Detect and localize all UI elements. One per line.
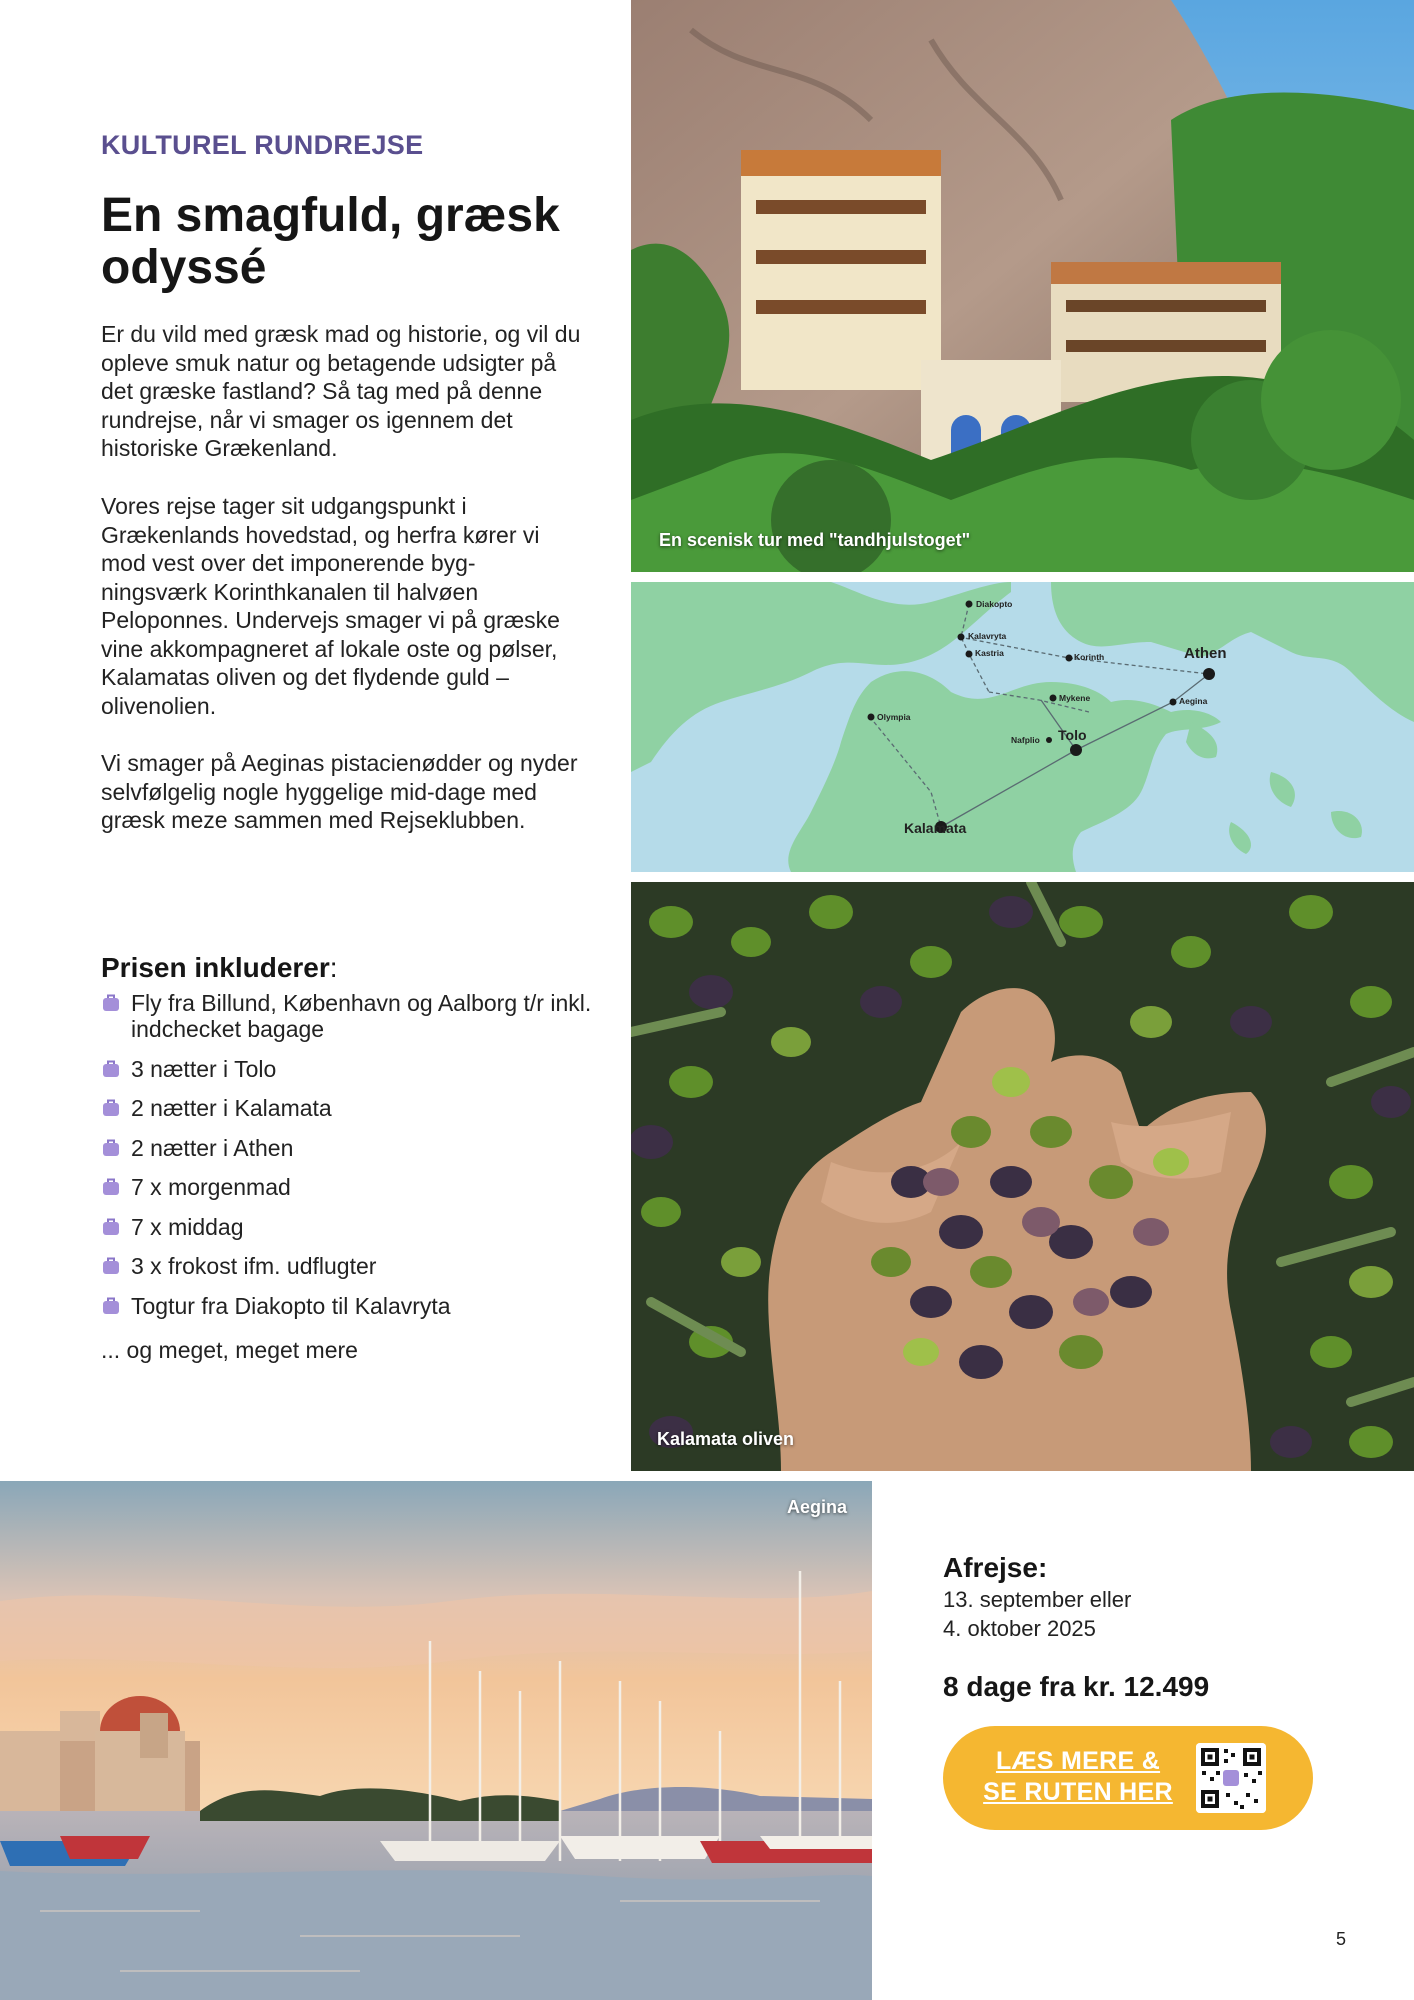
read-more-link[interactable]: LÆS MERE & SE RUTEN HER bbox=[983, 1747, 1173, 1806]
list-item: Togtur fra Diakopto til Kalavryta bbox=[101, 1293, 601, 1319]
list-item: Fly fra Billund, København og Aalborg t/r inkl. indchecket bagage bbox=[101, 990, 601, 1042]
list-item: 7 x middag bbox=[101, 1214, 601, 1240]
page-title: En smagfuld, græsk odyssé bbox=[101, 189, 560, 294]
map-label: Nafplio bbox=[1011, 735, 1040, 745]
departure-date-1: 13. september eller bbox=[943, 1587, 1132, 1612]
list-item: 3 nætter i Tolo bbox=[101, 1056, 601, 1082]
aegina-harbour-illustration bbox=[0, 1481, 872, 2000]
map-label: Diakopto bbox=[976, 599, 1013, 609]
olives-photo bbox=[631, 882, 1414, 1471]
page-number: 5 bbox=[1336, 1929, 1347, 1949]
section-eyebrow: KULTUREL RUNDREJSE bbox=[101, 130, 424, 160]
suitcase-bullet-icon bbox=[101, 1256, 121, 1276]
map-label: Kalamata bbox=[904, 820, 967, 836]
includes-heading: Prisen inkluderer: bbox=[101, 952, 338, 983]
suitcase-bullet-icon bbox=[101, 1177, 121, 1197]
greece-map-illustration bbox=[631, 582, 1414, 872]
aegina-caption: Aegina bbox=[787, 1497, 848, 1517]
departure-date-2: 4. oktober 2025 bbox=[943, 1616, 1096, 1641]
intro-paragraph-2: Vores rejse tager sit udgangspunkt i Grækenlands hovedstad, og herfra kører vi mod vest over det imponerende byg-ningsværk Korinthkanalen til halvøen Peloponnes. Undervejs smager vi på græske vine akkompagneret af lokale oste og pølser, Kalamatas oliven og det flydende guld – olivenolien. bbox=[101, 493, 560, 719]
departure-label: Afrejse: bbox=[943, 1552, 1048, 1583]
map-label: Tolo bbox=[1058, 727, 1087, 743]
read-more-button[interactable] bbox=[943, 1726, 1313, 1830]
list-item: 7 x morgenmad bbox=[101, 1174, 601, 1200]
olives-illustration bbox=[631, 882, 1414, 1471]
monastery-photo bbox=[631, 0, 1414, 572]
map-label: Aegina bbox=[1179, 696, 1208, 706]
intro-paragraph-1: Er du vild med græsk mad og historie, og vil du opleve smuk natur og betagende udsigter på det græske fastland? Så tag med på denne rundrejse, når vi smager os igennem det historiske Grækenland. bbox=[101, 321, 581, 461]
suitcase-bullet-icon bbox=[101, 1098, 121, 1118]
aegina-photo bbox=[0, 1481, 872, 2000]
includes-list bbox=[101, 990, 601, 1332]
suitcase-bullet-icon bbox=[101, 1217, 121, 1237]
list-item: 3 x frokost ifm. udflugter bbox=[101, 1253, 601, 1279]
suitcase-bullet-icon bbox=[101, 1059, 121, 1079]
qr-code-icon[interactable] bbox=[1196, 1743, 1266, 1813]
map-label: Korinth bbox=[1074, 652, 1105, 662]
suitcase-bullet-icon bbox=[101, 993, 121, 1013]
intro-paragraph-3: Vi smager på Aeginas pistacienødder og nyder selvfølgelig nogle hyggelige mid-dage med græsk meze sammen med Rejseklubben. bbox=[101, 750, 578, 833]
list-item: 2 nætter i Athen bbox=[101, 1135, 601, 1161]
olives-caption: Kalamata oliven bbox=[657, 1429, 795, 1449]
map-label: Kastria bbox=[975, 648, 1004, 658]
suitcase-bullet-icon bbox=[101, 1138, 121, 1158]
list-item: 2 nætter i Kalamata bbox=[101, 1095, 601, 1121]
route-map bbox=[631, 582, 1414, 872]
map-label: Kalavryta bbox=[968, 631, 1007, 641]
suitcase-bullet-icon bbox=[101, 1296, 121, 1316]
map-label: Mykene bbox=[1059, 693, 1091, 703]
map-label: Olympia bbox=[877, 712, 911, 722]
price-text: 8 dage fra kr. 12.499 bbox=[943, 1671, 1210, 1702]
monastery-illustration bbox=[631, 0, 1414, 572]
includes-more: ... og meget, meget mere bbox=[101, 1337, 358, 1363]
departure-dates bbox=[943, 1585, 1131, 1643]
map-label: Athen bbox=[1184, 645, 1227, 662]
monastery-caption: En scenisk tur med "tandhjulstoget" bbox=[659, 530, 971, 550]
